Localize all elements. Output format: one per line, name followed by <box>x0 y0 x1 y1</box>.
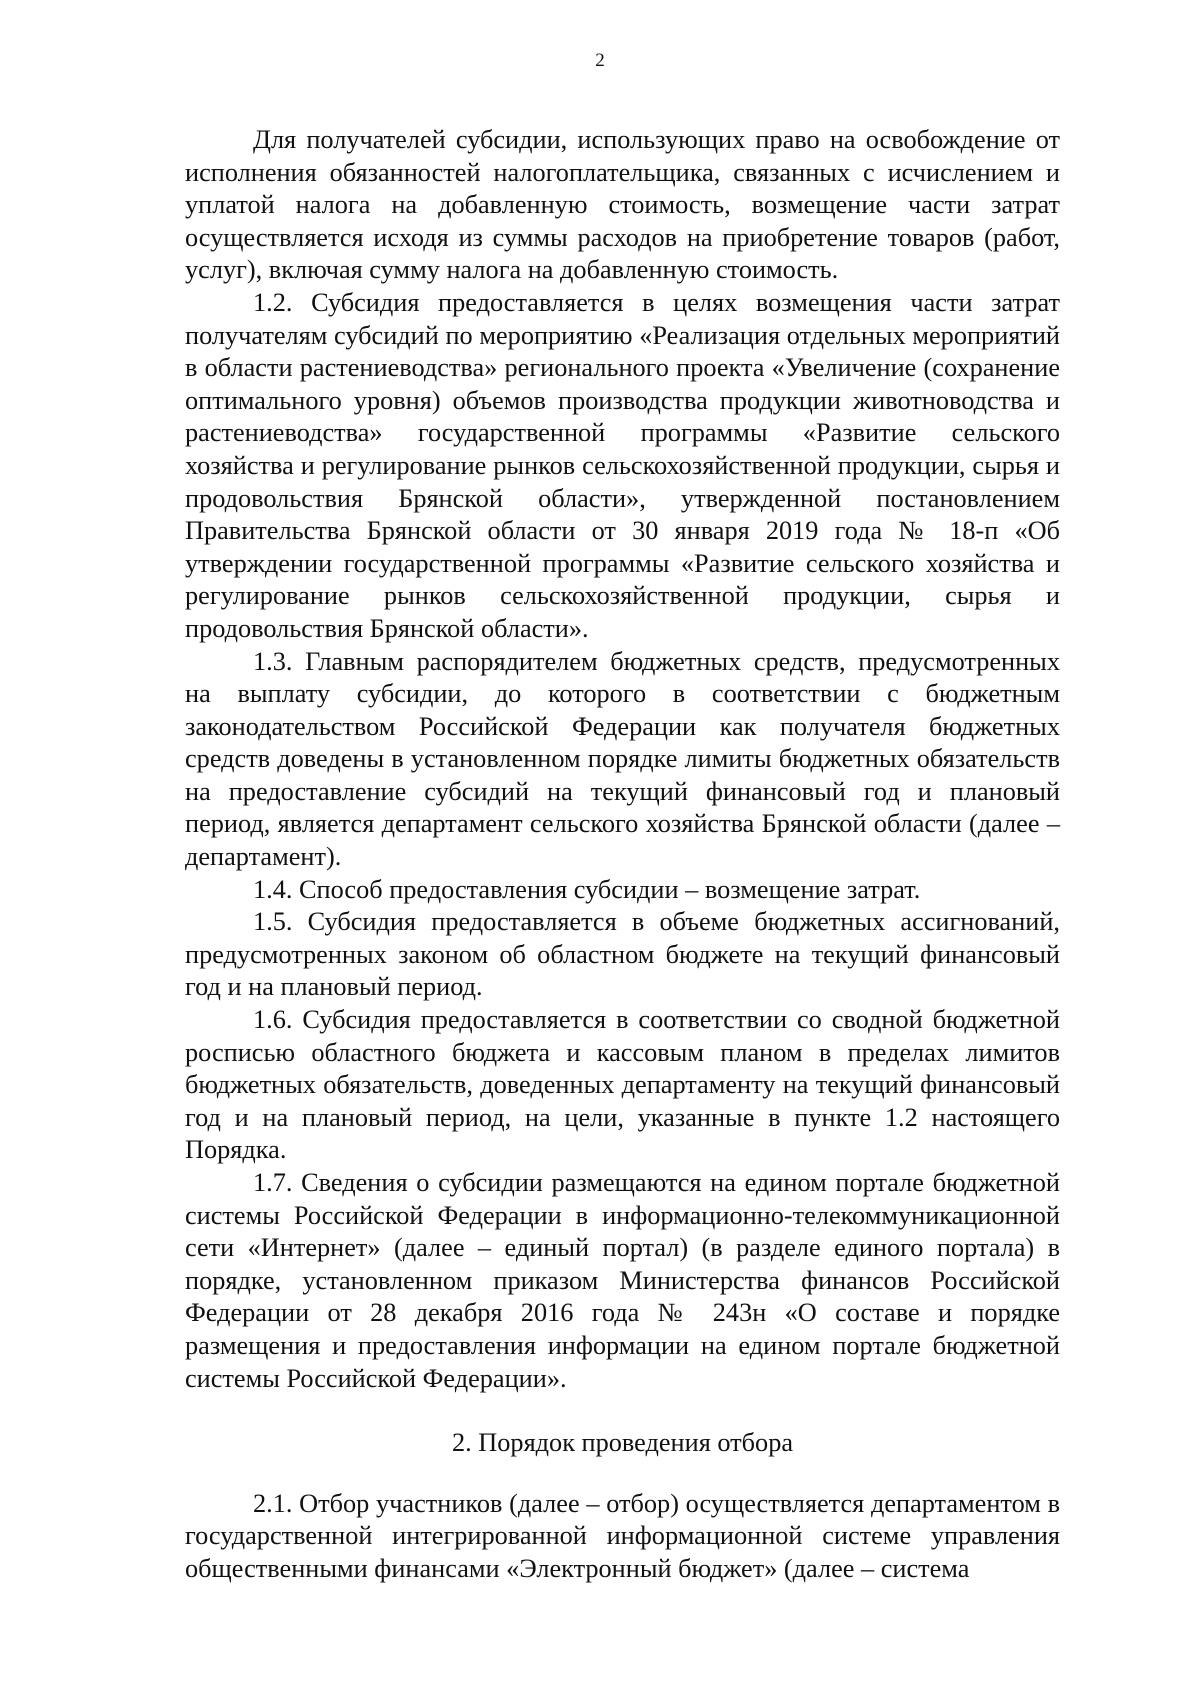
paragraph-1-4: 1.4. Способ предоставления субсидии – возмещение затрат. <box>253 874 921 904</box>
page-number: 2 <box>595 50 605 71</box>
section-heading: 2. Порядок проведения отбора <box>451 1428 794 1458</box>
paragraph-1-2: 1.2. Субсидия предоставляется в целях возмещения части затрат получателям субсидий по мероприятию «Реализация отдельных мероприятий в области растениеводства» регионального проекта «Увеличение (сохранение оптимального уровня) объемов производства продукции животноводства и растениеводства» государственной программы «Развитие сельского хозяйства и регулирование рынков сельскохозяйственной продукции, сырья и продовольствия Брянской области», утвержденной постановлением Правительства Брянской области от 30 января 2019 года № 18-п «Об утверждении государственной программы «Развитие сельского хозяйства и регулирование рынков сельскохозяйственной продукции, сырья и продовольствия Брянской области». <box>185 287 1060 643</box>
paragraph-1-5: 1.5. Субсидия предоставляется в объеме бюджетных ассигнований, предусмотренных законом об областном бюджете на текущий финансовый год и на плановый период. <box>185 907 1060 1002</box>
paragraph-1-6: 1.6. Субсидия предоставляется в соответствии со сводной бюджетной росписью областного бюджета и кассовым планом в пределах лимитов бюджетных обязательств, доведенных департаменту на текущий финансовый год и на плановый период, на цели, указанные в пункте 1.2 настоящего Порядка. <box>185 1005 1060 1165</box>
paragraph-1-7: 1.7. Сведения о субсидии размещаются на едином портале бюджетной системы Российской Федерации в информационно-телекоммуникационной сети «Интернет» (далее – единый портал) (в разделе единого портала) в порядке, установленном приказом Министерства финансов Российской Федерации от 28 декабря 2016 года № 243н «О составе и порядке размещения и предоставления информации на едином портале бюджетной системы Российской Федерации». <box>185 1168 1060 1393</box>
paragraph-2-1: 2.1. Отбор участников (далее – отбор) осуществляется департаментом в государственной интегрированной информационной системе управления общественными финансами «Электронный бюджет» (далее – система <box>185 1488 1060 1583</box>
paragraph-1-3: 1.3. Главным распорядителем бюджетных средств, предусмотренных на выплату субсидии, до которого в соответствии с бюджетным законодательством Российской Федерации как получателя бюджетных средств доведены в установленном порядке лимиты бюджетных обязательств на предоставление субсидий на текущий финансовый год и плановый период, является департамент сельского хозяйства Брянской области (далее – департамент). <box>185 646 1060 872</box>
document-body <box>185 124 1060 1586</box>
paragraph-vat-recipients: Для получателей субсидии, использующих право на освобождение от исполнения обязанностей налогоплательщика, связанных с исчислением и уплатой налога на добавленную стоимость, возмещение части затрат осуществляется исходя из суммы расходов на приобретение товаров (работ, услуг), включая сумму налога на добавленную стоимость. <box>185 125 1060 285</box>
